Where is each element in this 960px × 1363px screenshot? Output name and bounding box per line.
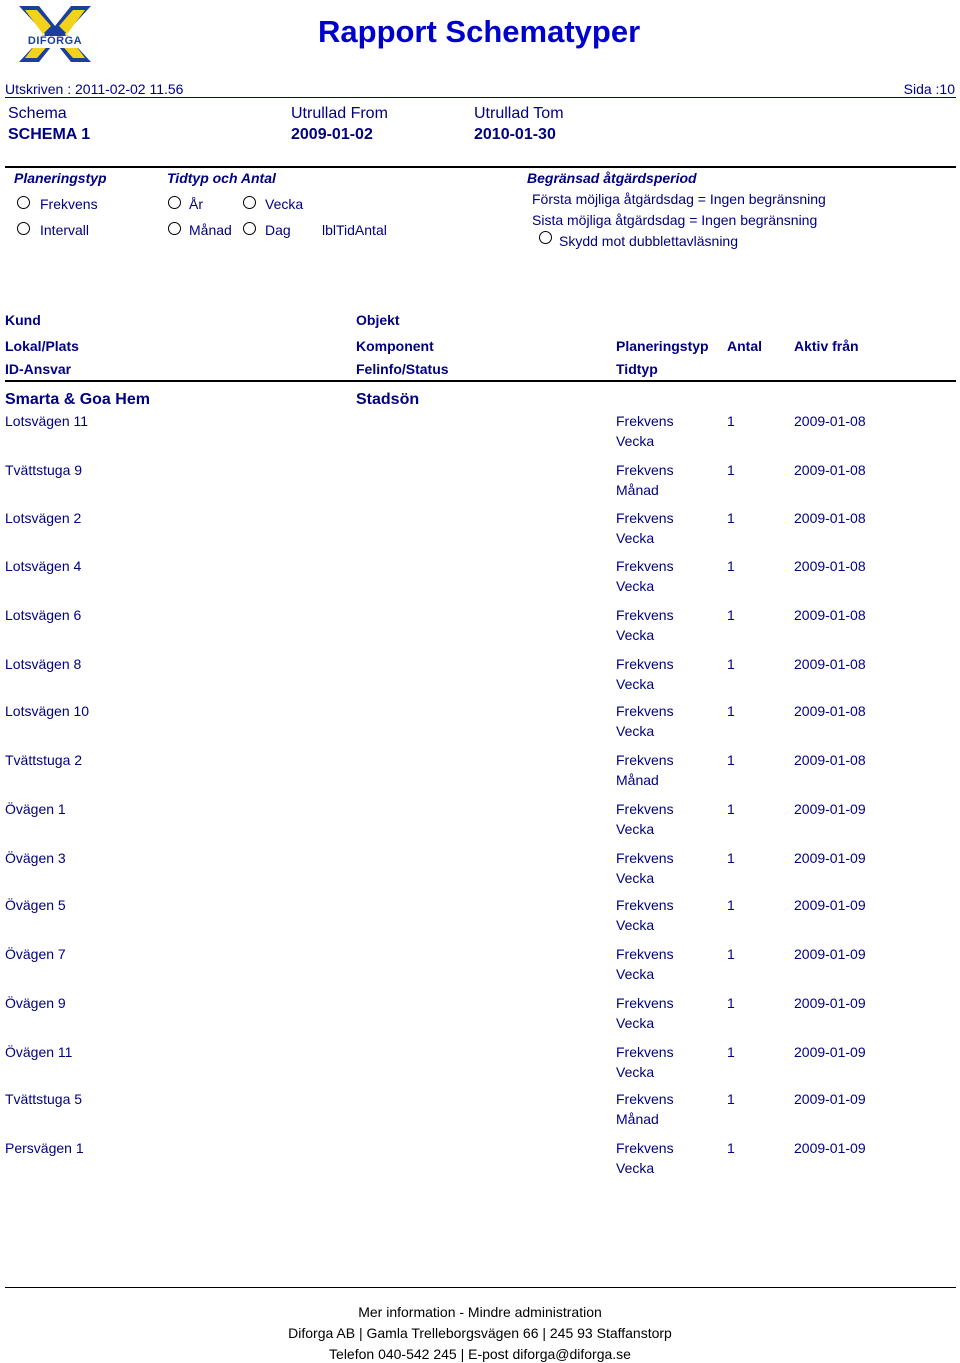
footer-line2: Diforga AB | Gamla Trelleborgsvägen 66 | 245 93 Staffanstorp	[288, 1325, 672, 1341]
row-aktiv-fran: 2009-01-08	[794, 413, 866, 429]
skydd-label: Skydd mot dubblettavläsning	[559, 233, 738, 249]
dag-radio[interactable]	[243, 222, 256, 235]
row-lokal: Tvättstuga 2	[5, 752, 83, 768]
row-tidtyp: Vecka	[616, 1064, 655, 1080]
row-tidtyp: Vecka	[616, 530, 655, 546]
row-aktiv-fran: 2009-01-09	[794, 946, 866, 962]
row-lokal: Persvägen 1	[5, 1140, 84, 1156]
col-lokal: Lokal/Plats	[5, 338, 79, 354]
row-tidtyp: Vecka	[616, 676, 655, 692]
row-antal: 1	[727, 752, 735, 768]
row-lokal: Lotsvägen 6	[5, 607, 82, 623]
col-felinfo: Felinfo/Status	[356, 361, 449, 377]
intervall-radio[interactable]	[17, 222, 30, 235]
row-lokal: Lotsvägen 11	[5, 413, 89, 429]
row-antal: 1	[727, 995, 735, 1011]
row-antal: 1	[727, 1044, 735, 1060]
footer-divider	[5, 1287, 956, 1288]
row-lokal: Övägen 9	[5, 995, 66, 1011]
row-antal: 1	[727, 558, 735, 574]
row-lokal: Övägen 7	[5, 946, 66, 962]
row-antal: 1	[727, 462, 735, 478]
row-planeringstyp: Frekvens	[616, 607, 674, 623]
row-aktiv-fran: 2009-01-09	[794, 1140, 866, 1156]
row-lokal: Lotsvägen 4	[5, 558, 82, 574]
row-antal: 1	[727, 607, 735, 623]
row-lokal: Tvättstuga 5	[5, 1091, 83, 1107]
row-antal: 1	[727, 801, 735, 817]
row-planeringstyp: Frekvens	[616, 558, 674, 574]
row-tidtyp: Vecka	[616, 627, 655, 643]
row-aktiv-fran: 2009-01-08	[794, 607, 866, 623]
ar-radio[interactable]	[168, 196, 181, 209]
row-planeringstyp: Frekvens	[616, 413, 674, 429]
begransad-heading: Begränsad åtgärdsperiod	[527, 170, 697, 186]
row-planeringstyp: Frekvens	[616, 1140, 674, 1156]
page-number: Sida :10	[903, 81, 955, 97]
row-planeringstyp: Frekvens	[616, 703, 674, 719]
row-tidtyp: Vecka	[616, 917, 655, 933]
col-komponent: Komponent	[356, 338, 434, 354]
row-aktiv-fran: 2009-01-08	[794, 510, 866, 526]
row-planeringstyp: Frekvens	[616, 656, 674, 672]
row-planeringstyp: Frekvens	[616, 801, 674, 817]
page-title: Rapport Schematyper	[318, 14, 641, 49]
row-tidtyp: Månad	[616, 482, 659, 498]
row-lokal: Övägen 11	[5, 1044, 73, 1060]
tidantal-label: lblTidAntal	[322, 222, 387, 238]
row-tidtyp: Vecka	[616, 433, 655, 449]
col-kund: Kund	[5, 312, 41, 328]
skydd-radio[interactable]	[539, 231, 552, 244]
row-lokal: Övägen 3	[5, 850, 66, 866]
row-antal: 1	[727, 1091, 735, 1107]
row-antal: 1	[727, 413, 735, 429]
to-value: 2010-01-30	[474, 126, 556, 143]
row-planeringstyp: Frekvens	[616, 462, 674, 478]
row-planeringstyp: Frekvens	[616, 510, 674, 526]
row-antal: 1	[727, 946, 735, 962]
row-planeringstyp: Frekvens	[616, 1044, 674, 1060]
group-objekt: Stadsön	[356, 391, 420, 408]
row-lokal: Lotsvägen 2	[5, 510, 82, 526]
row-tidtyp: Vecka	[616, 723, 655, 739]
col-antal: Antal	[727, 338, 762, 354]
row-tidtyp: Vecka	[616, 821, 655, 837]
row-antal: 1	[727, 656, 735, 672]
row-tidtyp: Vecka	[616, 578, 655, 594]
row-antal: 1	[727, 897, 735, 913]
row-antal: 1	[727, 703, 735, 719]
row-tidtyp: Vecka	[616, 870, 655, 886]
row-antal: 1	[727, 850, 735, 866]
vecka-radio[interactable]	[243, 196, 256, 209]
row-lokal: Lotsvägen 8	[5, 656, 82, 672]
row-aktiv-fran: 2009-01-08	[794, 558, 866, 574]
row-antal: 1	[727, 1140, 735, 1156]
row-antal: 1	[727, 510, 735, 526]
row-aktiv-fran: 2009-01-09	[794, 1044, 866, 1060]
manad-radio[interactable]	[168, 222, 181, 235]
row-tidtyp: Vecka	[616, 966, 655, 982]
dag-label: Dag	[265, 222, 291, 238]
group-kund: Smarta & Goa Hem	[5, 391, 150, 408]
row-planeringstyp: Frekvens	[616, 850, 674, 866]
row-tidtyp: Vecka	[616, 1015, 655, 1031]
footer-line3: Telefon 040-542 245 | E-post diforga@diforga.se	[329, 1346, 631, 1362]
row-aktiv-fran: 2009-01-08	[794, 656, 866, 672]
footer-line1: Mer information - Mindre administration	[358, 1304, 602, 1320]
row-tidtyp: Vecka	[616, 1160, 655, 1176]
manad-label: Månad	[189, 222, 232, 238]
col-id-ansvar: ID-Ansvar	[5, 361, 72, 377]
schema-value: SCHEMA 1	[8, 126, 91, 143]
row-aktiv-fran: 2009-01-09	[794, 1091, 866, 1107]
forsta-text: Första möjliga åtgärdsdag = Ingen begränsning	[532, 191, 826, 207]
row-tidtyp: Månad	[616, 1111, 659, 1127]
diforga-logo	[15, 4, 95, 66]
row-lokal: Lotsvägen 10	[5, 703, 90, 719]
row-aktiv-fran: 2009-01-08	[794, 462, 866, 478]
schema-label: Schema	[8, 105, 67, 122]
to-label: Utrullad Tom	[474, 105, 564, 122]
row-aktiv-fran: 2009-01-08	[794, 703, 866, 719]
col-tidtyp: Tidtyp	[616, 361, 658, 377]
columns-divider	[5, 380, 956, 382]
frekvens-label: Frekvens	[40, 196, 98, 212]
schema-divider	[5, 166, 956, 168]
row-lokal: Övägen 1	[5, 801, 66, 817]
row-planeringstyp: Frekvens	[616, 946, 674, 962]
sista-text: Sista möjliga åtgärdsdag = Ingen begränsning	[532, 212, 818, 228]
intervall-label: Intervall	[40, 222, 90, 238]
row-lokal: Övägen 5	[5, 897, 66, 913]
row-aktiv-fran: 2009-01-09	[794, 897, 866, 913]
header-divider	[5, 97, 956, 98]
row-aktiv-fran: 2009-01-09	[794, 801, 866, 817]
from-label: Utrullad From	[291, 105, 388, 122]
row-lokal: Tvättstuga 9	[5, 462, 83, 478]
frekvens-radio[interactable]	[17, 196, 30, 209]
row-aktiv-fran: 2009-01-08	[794, 752, 866, 768]
row-planeringstyp: Frekvens	[616, 995, 674, 1011]
col-aktiv: Aktiv från	[794, 338, 859, 354]
ar-label: År	[189, 196, 203, 212]
tidtyp-heading: Tidtyp och Antal	[167, 170, 276, 186]
row-aktiv-fran: 2009-01-09	[794, 995, 866, 1011]
from-value: 2009-01-02	[291, 126, 373, 143]
row-planeringstyp: Frekvens	[616, 752, 674, 768]
col-objekt: Objekt	[356, 312, 400, 328]
planeringstyp-heading: Planeringstyp	[14, 170, 107, 186]
row-tidtyp: Månad	[616, 772, 659, 788]
row-aktiv-fran: 2009-01-09	[794, 850, 866, 866]
col-planeringstyp: Planeringstyp	[616, 338, 709, 354]
vecka-label: Vecka	[265, 196, 304, 212]
printed-timestamp: Utskriven : 2011-02-02 11.56	[5, 81, 184, 97]
logo-text: DIFORGA	[27, 35, 83, 47]
row-planeringstyp: Frekvens	[616, 897, 674, 913]
row-planeringstyp: Frekvens	[616, 1091, 674, 1107]
